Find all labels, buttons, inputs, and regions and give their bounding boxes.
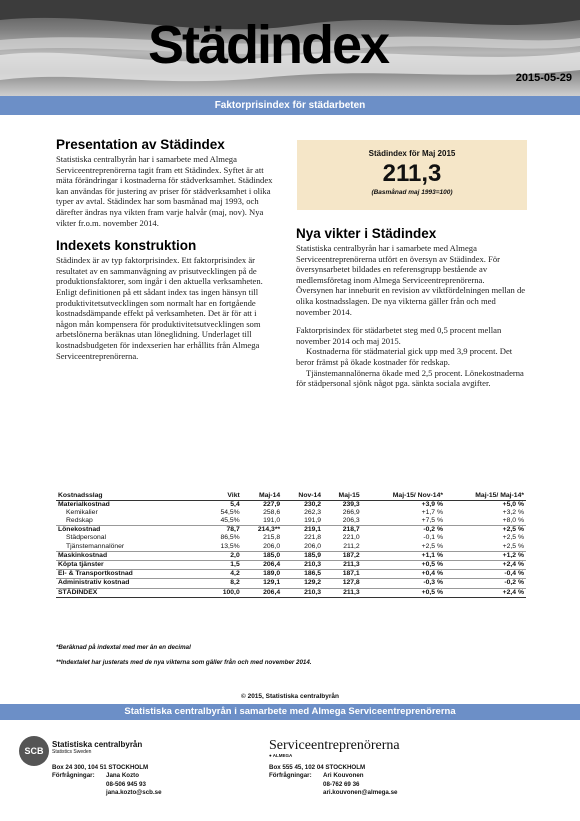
table-cell: 262,3 bbox=[304, 508, 322, 516]
table-cell: 187,2 bbox=[323, 551, 362, 560]
table-cell: +2,4 % bbox=[445, 588, 526, 597]
construction-heading: Indexets konstruktion bbox=[56, 238, 197, 254]
bottom-banner: Statistiska centralbyrån i samarbete med Almega Serviceentreprenörerna bbox=[0, 704, 580, 720]
table-cell: +1,2 % bbox=[445, 551, 526, 560]
table-row bbox=[56, 526, 526, 535]
scb-address: Box 24 300, 104 51 STOCKHOLM bbox=[52, 764, 149, 771]
column-header: Nov-14 bbox=[282, 478, 323, 500]
scb-handler-label: Förfrågningar: bbox=[52, 772, 95, 780]
table-cell: +7,5 % bbox=[421, 516, 443, 524]
table-cell: +2,5 % bbox=[421, 542, 443, 550]
table-cell: 206,4 bbox=[242, 588, 282, 597]
table-row bbox=[56, 534, 526, 542]
almega-subtitle: ● ALMEGA bbox=[269, 753, 293, 758]
new-weights-text-5: Tjänstemannalönerna ökade med 2,5 procent. Lönekostnaderna för städpersonal sjönk något pga. sänkta sociala avgifter. bbox=[296, 367, 524, 389]
table-cell: 189,0 bbox=[242, 570, 282, 579]
new-weights-text-3: Faktorprisindex för städarbetet steg med 0,5 procent mellan november 2014 och maj 2015. bbox=[296, 325, 502, 346]
table-row bbox=[56, 543, 526, 552]
index-table bbox=[56, 478, 526, 598]
table-cell: 218,7 bbox=[323, 526, 362, 535]
row-label: Tjänstemannalöner bbox=[66, 542, 125, 550]
table-cell: +2,4 % bbox=[445, 560, 526, 569]
copyright: © 2015, Statistiska centralbyrån bbox=[240, 693, 339, 700]
almega-handler-label: Förfrågningar: bbox=[269, 772, 312, 780]
table-cell: 86,5% bbox=[220, 534, 240, 542]
scb-phone-row bbox=[52, 781, 162, 789]
column-header: Maj-14 bbox=[242, 478, 282, 500]
almega-email-row bbox=[269, 789, 397, 797]
right-column bbox=[296, 226, 526, 389]
table-cell: 206,0 bbox=[304, 542, 322, 550]
table-cell: +1,7 % bbox=[421, 508, 443, 516]
table-cell: 206,4 bbox=[242, 560, 282, 569]
scb-handler-name: Jana Kozto bbox=[106, 772, 140, 780]
table-cell: 191,0 bbox=[263, 516, 281, 524]
row-label: El- & Transportkostnad bbox=[56, 570, 206, 579]
footnote-2: **Indextalet har justerats med de nya vikterna som gäller från och med november 2014. bbox=[56, 659, 312, 666]
table-cell: 206,0 bbox=[263, 542, 281, 550]
construction-text: Städindex är av typ faktorprisindex. Ett faktorprisindex är resultatet av en sammanvägning av prisutvecklingen på de produktionsfaktorer, som ingår i den aktuella verksamheten. Enligt definitionen på ett sådant index tas ingen hänsyn till produktivitetsutvecklingen som normalt har en fortgående kostnadsdämpande effekt på verksamheten. Det är för att i någon mån kompensera för produktivitetsutvecklingen som arbetslönerna beräknas utan löneglidning. Underlaget till kostnadsbudgeten för indexserien har erhållits från Almega Serviceentreprenörerna. bbox=[56, 255, 263, 361]
table-cell: +8,0 % bbox=[502, 516, 524, 524]
row-label: Redskap bbox=[66, 516, 93, 524]
table-cell: +1,1 % bbox=[362, 551, 445, 560]
row-label: Administrativ kostnad bbox=[56, 579, 206, 588]
scb-subtitle: Statistics Sweden bbox=[52, 749, 92, 755]
scb-phone: 08-506 945 93 bbox=[106, 780, 146, 788]
index-value-box bbox=[297, 140, 527, 210]
table-cell: 186,5 bbox=[282, 570, 323, 579]
table-cell: 206,3 bbox=[342, 516, 360, 524]
table-cell: 215,8 bbox=[263, 534, 281, 542]
table-cell: +3,9 % bbox=[421, 500, 443, 508]
table-cell: 210,3 bbox=[282, 560, 323, 569]
table-cell: 187,1 bbox=[323, 570, 362, 579]
subtitle-banner: Faktorprisindex för städarbeten bbox=[0, 96, 580, 115]
almega-phone: 08-762 69 36 bbox=[323, 780, 360, 788]
table-cell: 8,2 bbox=[206, 579, 242, 588]
table-cell: 4,2 bbox=[206, 570, 242, 579]
table-cell: +0,5 % bbox=[362, 560, 445, 569]
almega-logo: Serviceentreprenörerna bbox=[269, 738, 400, 753]
almega-email[interactable]: ari.kouvonen@almega.se bbox=[323, 789, 398, 797]
table-cell: 258,6 bbox=[263, 508, 281, 516]
left-column bbox=[56, 137, 274, 361]
table-cell: -0,2 % bbox=[445, 579, 526, 588]
table-row bbox=[56, 588, 526, 597]
table-cell: -0,3 % bbox=[362, 579, 445, 588]
table-row bbox=[56, 551, 526, 560]
footnote-1: *Beräknad på indextal med mer än en decimal bbox=[56, 644, 191, 651]
table-cell: -0,1 % bbox=[423, 534, 443, 542]
table-header-row bbox=[56, 478, 526, 500]
table-row bbox=[56, 500, 526, 509]
table-cell: 13,5% bbox=[220, 542, 240, 550]
scb-logo: SCB bbox=[19, 736, 49, 766]
table-row bbox=[56, 517, 526, 526]
new-weights-heading: Nya vikter i Städindex bbox=[296, 226, 437, 241]
table-cell: +0,5 % bbox=[362, 588, 445, 597]
new-weights-text-4: Kostnaderna för städmaterial gick upp med 3,9 procent. Det beror främst på ökade kostnader för redskap. bbox=[296, 346, 513, 367]
table-row bbox=[56, 579, 526, 588]
table-cell: +2,5 % bbox=[502, 542, 524, 550]
column-header: Kostnadsslag bbox=[56, 478, 206, 500]
table-row bbox=[56, 560, 526, 569]
table-cell: -0,4 % bbox=[445, 570, 526, 579]
table-cell: 211,3 bbox=[323, 588, 362, 597]
table-cell: 211,2 bbox=[343, 542, 360, 550]
new-weights-text-2: Översynen har inneburit en revision av viktfördelningen mellan de olika kostnadsslagen. De nya vikterna gäller från och med november 2014. bbox=[296, 285, 526, 317]
table-cell: 221,0 bbox=[342, 534, 360, 542]
row-label: Köpta tjänster bbox=[56, 560, 206, 569]
table-cell: 54,5% bbox=[220, 508, 240, 516]
footnotes bbox=[56, 644, 526, 674]
almega-contact bbox=[269, 764, 397, 798]
table-cell: +2,5 % bbox=[445, 526, 526, 535]
table-cell: 45,5% bbox=[220, 516, 240, 524]
presentation-text: Statistiska centralbyrån har i samarbete med Almega Serviceentreprenörerna tagit fram ett Städindex. Syftet är att mäta förändringar i kostnaderna för städverksamhet. Städindex kan användas för justering av priser för städverksamhet i olika typer av avtal. Städindex har som basmånad maj 1993, och därefter ändras nya vikten fram varje halvår (maj, nov). Nya vikter fr.o.m. november 2014. bbox=[56, 154, 273, 228]
table-cell: 127,8 bbox=[323, 579, 362, 588]
scb-name: Statistiska centralbyrån bbox=[52, 740, 143, 749]
row-label: Städpersonal bbox=[66, 534, 107, 542]
table-cell: +0,4 % bbox=[362, 570, 445, 579]
column-header: Maj-15 bbox=[323, 478, 362, 500]
index-value: 211,3 bbox=[382, 160, 442, 187]
page-title: Städindex bbox=[148, 15, 389, 75]
row-label: Maskinkostnad bbox=[56, 551, 206, 560]
table-cell: 239,3 bbox=[342, 500, 360, 508]
table-cell: 78,7 bbox=[206, 526, 242, 535]
row-label: Materialkostnad bbox=[58, 500, 110, 508]
index-base-note: (Basmånad maj 1993=100) bbox=[371, 189, 453, 196]
report-date: 2015-05-29 bbox=[515, 72, 572, 84]
column-header: Maj-15/ Nov-14* bbox=[362, 478, 445, 500]
table-cell: 221,8 bbox=[304, 534, 322, 542]
table-cell: 210,3 bbox=[282, 588, 323, 597]
scb-email-row bbox=[52, 789, 162, 797]
row-label: Lönekostnad bbox=[56, 526, 206, 535]
index-label: Städindex för Maj 2015 bbox=[368, 149, 456, 158]
table-cell: 185,9 bbox=[282, 551, 323, 560]
almega-handler bbox=[269, 772, 397, 780]
table-cell: 266,9 bbox=[342, 508, 360, 516]
column-header: Maj-15/ Maj-14* bbox=[445, 478, 526, 500]
header-photo bbox=[0, 0, 580, 96]
table-cell: 191,9 bbox=[304, 516, 322, 524]
table-cell: 100,0 bbox=[206, 588, 242, 597]
column-header: Vikt bbox=[206, 478, 242, 500]
almega-address: Box 555 45, 102 04 STOCKHOLM bbox=[269, 764, 366, 771]
table-cell: -0,2 % bbox=[362, 526, 445, 535]
table-cell: 1,5 bbox=[206, 560, 242, 569]
table-cell: 129,1 bbox=[242, 579, 282, 588]
row-label: STÄDINDEX bbox=[56, 588, 206, 597]
table-row bbox=[56, 570, 526, 579]
almega-handler-name: Ari Kouvonen bbox=[323, 772, 364, 780]
table-cell: 227,9 bbox=[263, 500, 281, 508]
table-cell: 211,3 bbox=[323, 560, 362, 569]
table-row bbox=[56, 509, 526, 517]
scb-contact bbox=[52, 764, 162, 798]
scb-handler bbox=[52, 772, 162, 780]
table-cell: +2,5 % bbox=[502, 534, 524, 542]
table-cell: 185,0 bbox=[242, 551, 282, 560]
new-weights-text-1: Statistiska centralbyrån har i samarbete med Almega Serviceentreprenörerna utfört en översyn av Städindex. För översynsarbetet bildades en referensgrupp bestående av medlemsföretag inom Almega Serviceentreprenörerna. bbox=[296, 243, 501, 285]
table-cell: 219,1 bbox=[282, 526, 323, 535]
table-cell: 230,2 bbox=[304, 500, 322, 508]
table-cell: 5,4 bbox=[230, 500, 240, 508]
almega-phone-row bbox=[269, 781, 397, 789]
table-cell: +5,0 % bbox=[502, 500, 524, 508]
table-cell: 2,0 bbox=[206, 551, 242, 560]
table-cell: 214,3** bbox=[242, 526, 282, 535]
presentation-heading: Presentation av Städindex bbox=[56, 137, 225, 152]
scb-email[interactable]: jana.kozto@scb.se bbox=[106, 789, 162, 797]
table-cell: 129,2 bbox=[282, 579, 323, 588]
row-label: Kemikalier bbox=[66, 508, 98, 516]
table-cell: +3,2 % bbox=[502, 508, 524, 516]
